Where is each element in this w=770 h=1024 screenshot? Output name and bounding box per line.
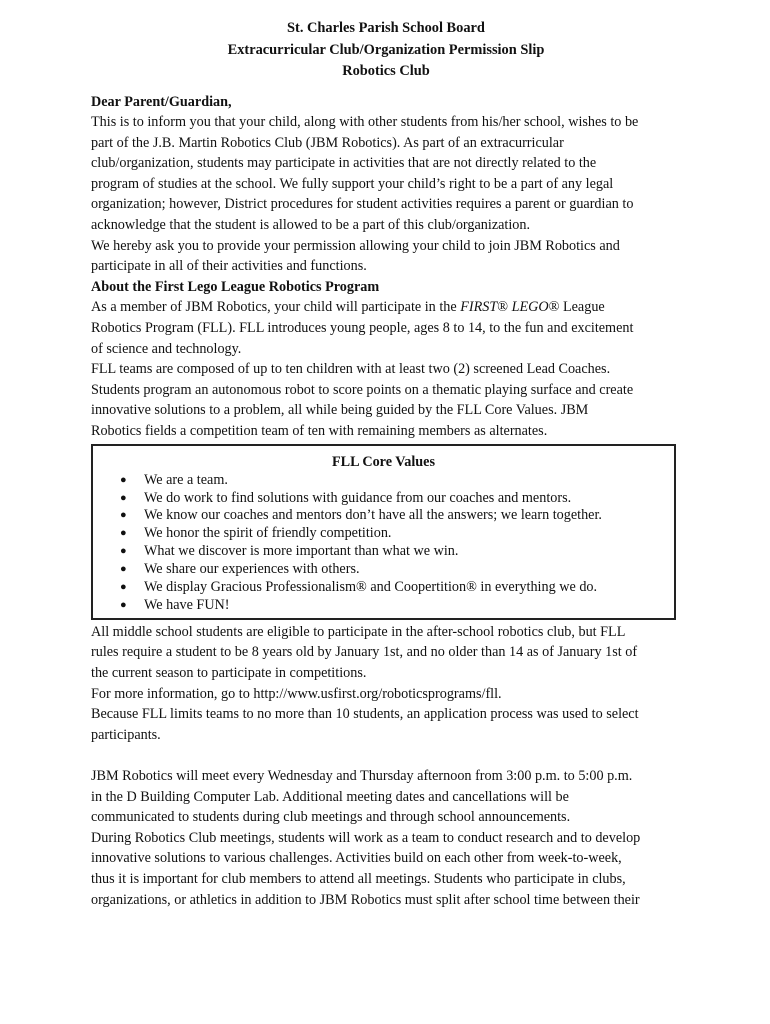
bullet-icon: ● [120,563,127,576]
intro-paragraph [91,112,681,277]
about-line: Students program an autonomous robot to score points on a thematic playing surface and create [91,381,634,398]
bullet-icon: ● [120,509,127,522]
intro-line: We hereby ask you to provide your permission allowing your child to join JBM Robotics and [91,237,620,254]
eligibility-paragraph [91,622,681,746]
bullet-icon: ● [120,527,127,540]
bullet-icon: ● [120,598,127,611]
core-value-text: What we discover is more important than what we win. [144,543,459,560]
core-value-text: We are a team. [144,471,228,488]
meetings-line: organizations, or athletics in addition to JBM Robotics must split after school time between their [91,891,640,908]
list-item [93,525,674,543]
about-heading: About the First Lego League Robotics Program [91,278,380,295]
eligibility-line: Because FLL limits teams to no more than 10 students, an application process was used to select [91,706,639,723]
core-value-text: We do work to find solutions with guidance from our coaches and mentors. [144,489,572,506]
permission-slip-page [91,18,681,910]
meetings-line: innovative solutions to various challenges. Activities build on each other from week-to-week, [91,850,622,867]
core-values-title: FLL Core Values [331,453,435,470]
about-line [91,297,681,318]
club-title: Robotics Club [342,63,430,79]
list-item [93,472,674,490]
bullet-icon: ● [120,545,127,558]
list-item [93,561,674,579]
list-item [93,579,674,597]
meetings-paragraph [91,766,681,910]
meetings-line: communicated to students during club meetings and through school announcements. [91,809,571,826]
eligibility-line: All middle school students are eligible to participate in the after-school robotics club, but FLL [91,623,626,640]
eligibility-line: rules require a student to be 8 years old by January 1st, and no older than 14 as of January 1st of [91,644,638,661]
form-title: Extracurricular Club/Organization Permission Slip [227,41,545,58]
eligibility-line: the current season to participate in competitions. [91,665,367,682]
document-header [91,18,681,83]
about-line: innovative solutions to a problem, all while being guided by the FLL Core Values. JBM [91,402,589,419]
about-line-text: As a member of JBM Robotics, your child will participate in the [91,299,461,316]
meetings-line: JBM Robotics will meet every Wednesday and Thursday afternoon from 3:00 p.m. to 5:00 p.m. [91,768,633,784]
about-line-text: ® League [548,299,605,316]
eligibility-line: For more information, go to http://www.usfirst.org/roboticsprograms/fll. [91,685,502,702]
intro-line: organization; however, District procedures for student activities requires a parent or guardian to [91,196,634,213]
intro-line: program of studies at the school. We fully support your child’s right to be a part of any legal [91,175,614,192]
bullet-icon: ● [120,581,127,594]
meetings-line: thus it is important for club members to attend all meetings. Students who participate in clubs, [91,870,626,887]
intro-line: part of the J.B. Martin Robotics Club (JBM Robotics). As part of an extracurricular [91,134,564,151]
core-value-text: We know our coaches and mentors don’t have all the answers; we learn together. [144,507,602,524]
core-values-list [93,472,674,615]
about-line: Robotics Program (FLL). FLL introduces young people, ages 8 to 14, to the fun and excitement [91,320,634,337]
about-line: of science and technology. [91,340,242,357]
core-value-text: We share our experiences with others. [144,561,360,578]
intro-line: participate in all of their activities and functions. [91,258,367,275]
core-value-text: We display Gracious Professionalism® and Coopertition® in everything we do. [144,579,598,596]
list-item [93,507,674,525]
lego-brand: LEGO [511,299,549,316]
bullet-icon: ● [120,473,127,486]
salutation: Dear Parent/Guardian, [91,93,232,110]
intro-line: This is to inform you that your child, along with other students from his/her school, wishes to be [91,114,639,131]
about-line: Robotics fields a competition team of ten with remaining members as alternates. [91,423,548,439]
about-line: FLL teams are composed of up to ten children with at least two (2) screened Lead Coaches. [91,361,611,378]
bullet-icon: ● [120,491,127,504]
list-item [93,490,674,508]
intro-line: acknowledge that the student is allowed to be a part of this club/organization. [91,217,531,234]
about-paragraph [91,297,681,441]
paragraph-spacer [91,745,681,766]
list-item [93,543,674,561]
eligibility-line: participants. [91,726,161,743]
meetings-line: in the D Building Computer Lab. Additional meeting dates and cancellations will be [91,788,569,805]
registered-mark: ® [497,299,512,316]
core-values-box [91,444,676,620]
intro-line: club/organization, students may participate in activities that are not directly related to the [91,155,597,172]
core-value-text: We honor the spirit of friendly competition. [144,525,392,542]
core-value-text: We have FUN! [144,596,230,613]
first-brand: FIRST [460,299,498,316]
list-item [93,597,674,615]
meetings-line: During Robotics Club meetings, students will work as a team to conduct research and to develop [91,829,641,846]
school-board-title: St. Charles Parish School Board [287,20,485,36]
